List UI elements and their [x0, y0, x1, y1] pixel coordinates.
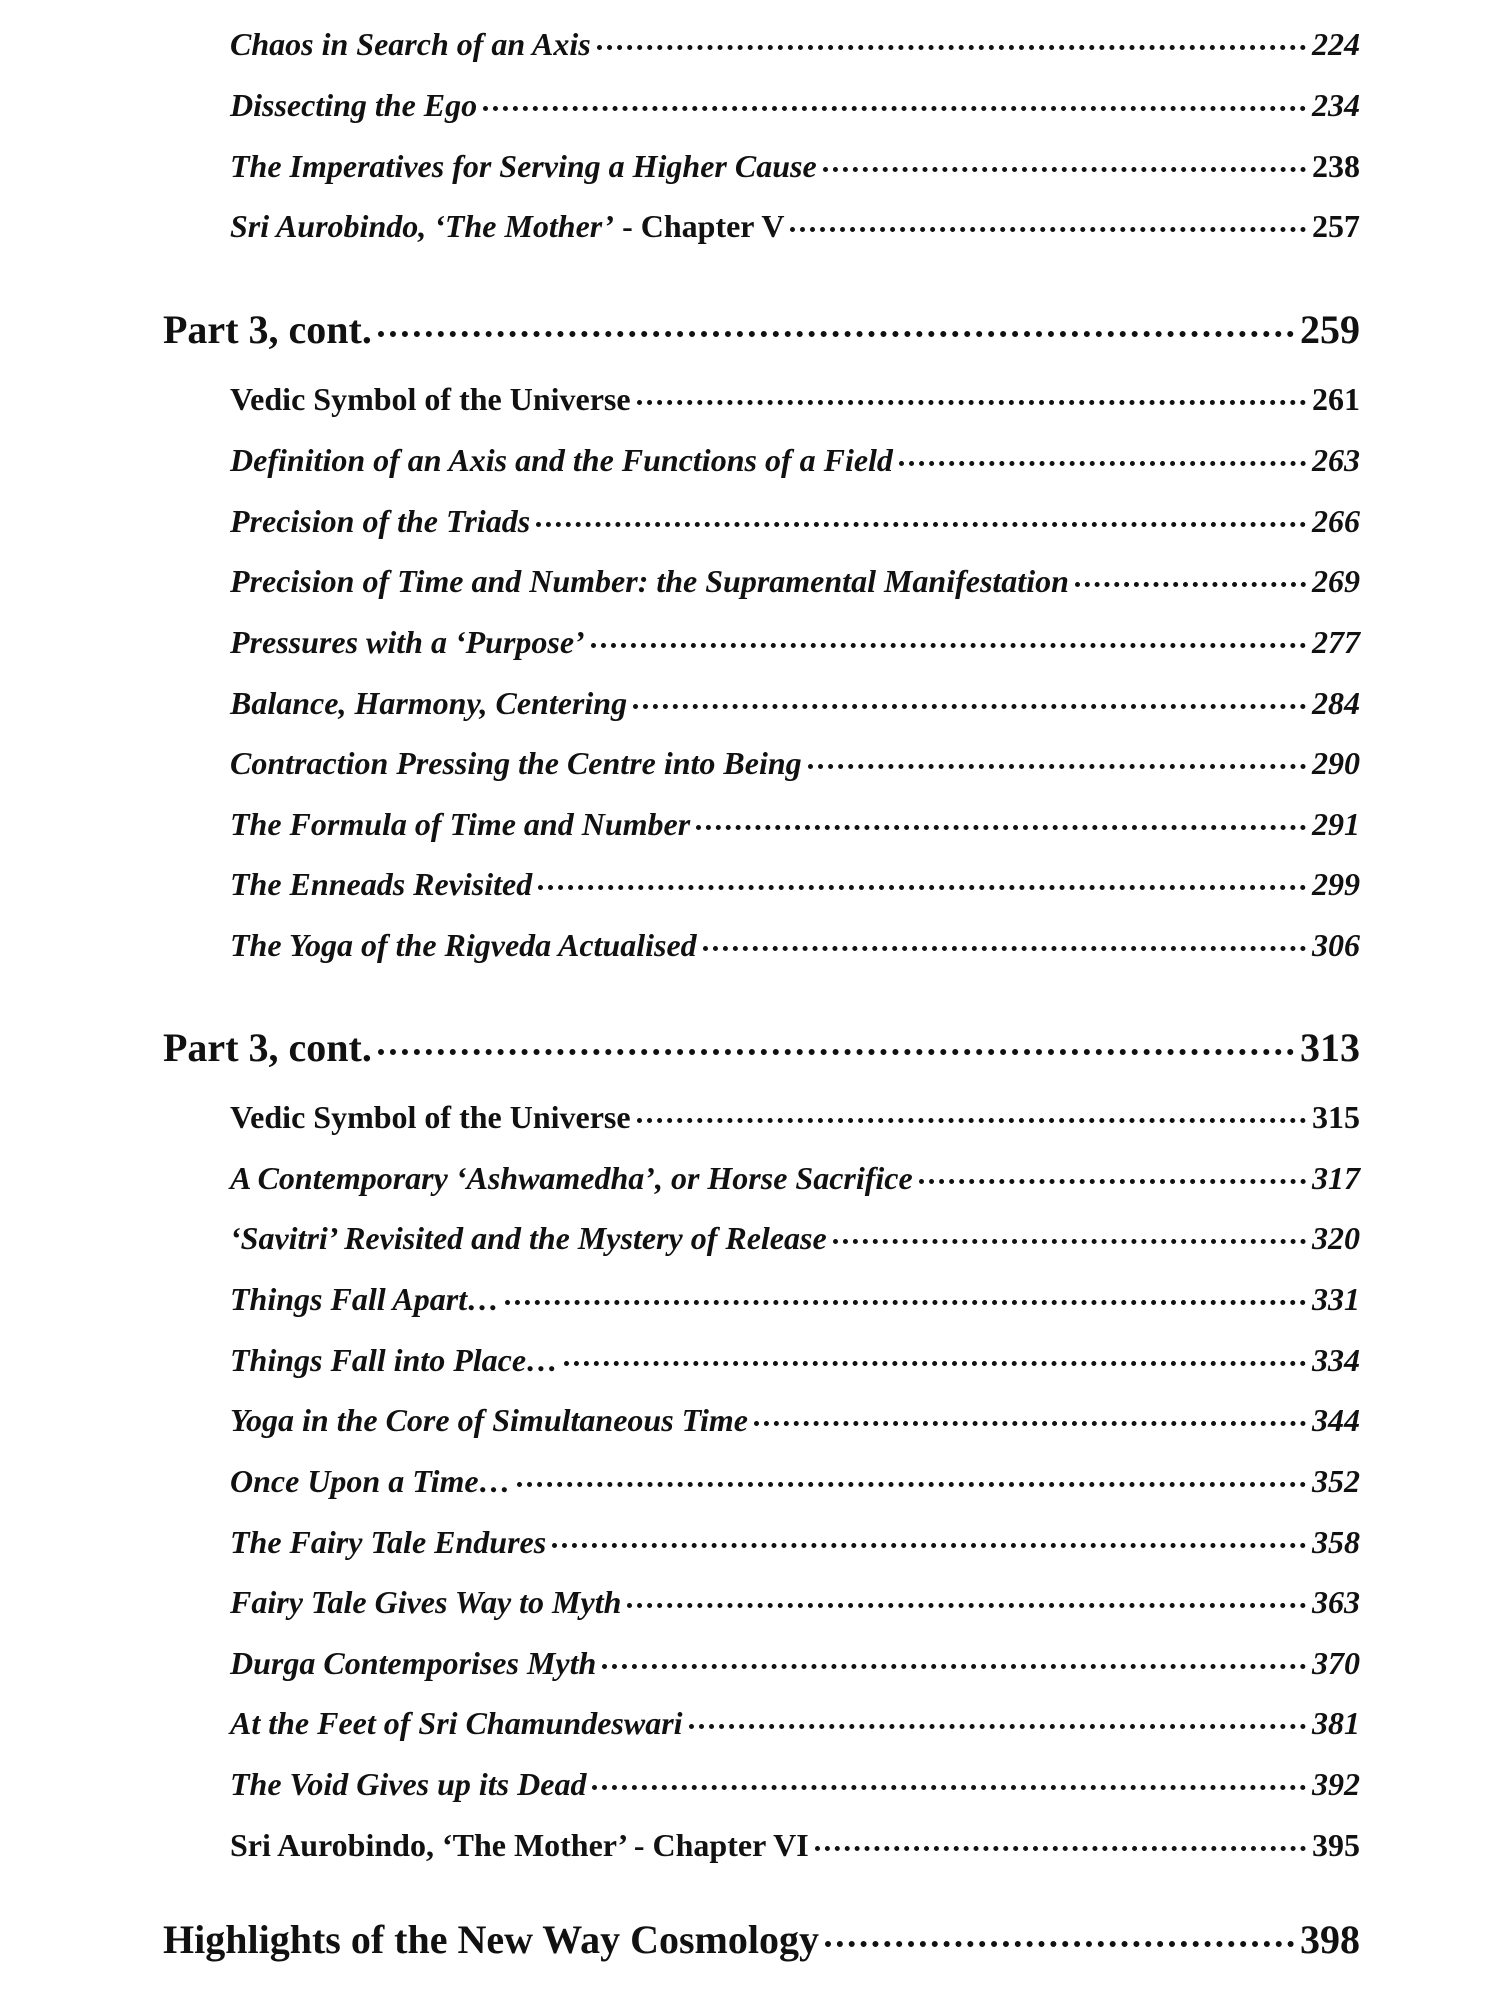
dot-leader	[552, 1543, 1306, 1548]
toc-entry-page: 381	[1312, 1705, 1360, 1741]
toc-entry[interactable]	[230, 745, 1360, 782]
toc-entry-page: 269	[1312, 563, 1360, 599]
dot-leader	[591, 643, 1306, 648]
toc-entry-title: Fairy Tale Gives Way to Myth	[230, 1584, 622, 1620]
dot-leader	[483, 106, 1306, 111]
toc-entry-title: The Imperatives for Serving a Higher Cause	[230, 148, 817, 184]
toc-entry-title: The Fairy Tale Endures	[230, 1524, 547, 1560]
toc-entry-title: Chaos in Search of an Axis	[230, 26, 591, 62]
dot-leader	[754, 1421, 1306, 1426]
dot-leader	[815, 1846, 1306, 1851]
toc-entry-page: 234	[1312, 87, 1360, 123]
toc-entry-page: 317	[1312, 1160, 1360, 1196]
toc-entry-title: ‘Savitri’ Revisited and the Mystery of Release	[230, 1220, 827, 1256]
toc-entry[interactable]	[230, 1281, 1360, 1318]
toc-entry-title: Vedic Symbol of the Universe	[230, 381, 631, 417]
toc-entry[interactable]	[230, 1645, 1360, 1682]
dot-leader	[536, 522, 1306, 527]
toc-entry-title: Yoga in the Core of Simultaneous Time	[230, 1402, 748, 1438]
dot-leader	[637, 400, 1306, 405]
section-heading-page: 259	[1300, 307, 1360, 352]
toc-entry-title: Things Fall Apart…	[230, 1281, 500, 1317]
toc-entry[interactable]	[230, 866, 1360, 903]
toc-entry-page: 363	[1312, 1584, 1360, 1620]
toc-entry-page: 306	[1312, 927, 1360, 963]
toc-entry-page: 392	[1312, 1766, 1360, 1802]
dot-leader	[637, 1118, 1306, 1123]
dot-leader	[833, 1239, 1306, 1244]
toc-entry-page: 358	[1312, 1524, 1360, 1560]
section-heading-title: Part 3, cont.	[163, 1025, 372, 1070]
toc-entry-title: Once Upon a Time…	[230, 1463, 511, 1499]
toc-entry-title-plain: - Chapter V	[614, 208, 785, 244]
dot-leader	[703, 946, 1306, 951]
dot-leader	[633, 704, 1306, 709]
toc-entry[interactable]	[230, 1524, 1360, 1561]
section-heading-page: 313	[1300, 1025, 1360, 1070]
toc-entry[interactable]	[230, 1099, 1360, 1136]
toc-entry-page: 277	[1312, 624, 1360, 660]
toc-entry-title: Vedic Symbol of the Universe	[230, 1099, 631, 1135]
toc-entry-title: Things Fall into Place…	[230, 1342, 559, 1378]
toc-entry-title: Durga Contemporises Myth	[230, 1645, 597, 1681]
toc-entry[interactable]	[230, 1220, 1360, 1257]
toc-entry[interactable]	[230, 87, 1360, 124]
toc-entry-page: 290	[1312, 745, 1360, 781]
toc-entry[interactable]	[230, 503, 1360, 540]
dot-leader	[790, 227, 1306, 232]
dot-leader	[825, 1941, 1294, 1947]
toc-entry-page: 331	[1312, 1281, 1360, 1317]
toc-entry-page: 238	[1312, 148, 1360, 184]
toc-entry-page: 284	[1312, 685, 1360, 721]
toc-entry-title: Balance, Harmony, Centering	[230, 685, 628, 721]
toc-entry[interactable]	[230, 381, 1360, 418]
toc-entry-page: 352	[1312, 1463, 1360, 1499]
toc-entry[interactable]	[230, 1766, 1360, 1803]
dot-leader	[597, 45, 1306, 50]
dot-leader	[538, 885, 1306, 890]
toc-entry-page: 224	[1312, 26, 1360, 62]
toc-entry-title: At the Feet of Sri Chamundeswari	[230, 1705, 683, 1741]
toc-entry[interactable]	[230, 26, 1360, 63]
toc-entry[interactable]	[230, 927, 1360, 964]
toc-entry-page: 263	[1312, 442, 1360, 478]
toc-entry-title: The Formula of Time and Number	[230, 806, 691, 842]
dot-leader	[823, 167, 1306, 172]
section-heading[interactable]	[163, 1916, 1360, 1963]
dot-leader	[517, 1482, 1306, 1487]
toc-entry-title: Dissecting the Ego	[230, 87, 478, 123]
dot-leader	[505, 1300, 1306, 1305]
toc-entry[interactable]	[230, 1705, 1360, 1742]
toc-entry-page: 370	[1312, 1645, 1360, 1681]
dot-leader	[899, 461, 1306, 466]
toc-entry[interactable]	[230, 1160, 1360, 1197]
toc-entry[interactable]	[230, 148, 1360, 185]
toc-entry-page: 344	[1312, 1402, 1360, 1438]
toc-entry-title: Precision of Time and Number: the Supramental Manifestation	[230, 563, 1069, 599]
dot-leader	[602, 1664, 1306, 1669]
toc-entry[interactable]	[230, 624, 1360, 661]
toc-entry[interactable]	[230, 1402, 1360, 1439]
toc-entry-title	[230, 208, 784, 245]
section-heading[interactable]	[163, 1024, 1360, 1071]
toc-entry[interactable]	[230, 1342, 1360, 1379]
toc-entry[interactable]	[230, 685, 1360, 722]
toc-entry-page: 315	[1312, 1099, 1360, 1135]
dot-leader	[627, 1603, 1306, 1608]
dot-leader	[378, 331, 1294, 337]
dot-leader	[689, 1724, 1306, 1729]
toc-entry[interactable]	[230, 208, 1360, 245]
toc-entry[interactable]	[230, 806, 1360, 843]
dot-leader	[808, 764, 1306, 769]
toc-entry-page: 257	[1312, 208, 1360, 244]
toc-entry-title: A Contemporary ‘Ashwamedha’, or Horse Sacrifice	[230, 1160, 913, 1196]
section-heading[interactable]	[163, 306, 1360, 353]
toc-entry[interactable]	[230, 563, 1360, 600]
toc-entry-title: Sri Aurobindo, ‘The Mother’ - Chapter VI	[230, 1827, 809, 1863]
toc-entry-page: 261	[1312, 381, 1360, 417]
toc-entry-page: 299	[1312, 866, 1360, 902]
toc-entry-title: The Yoga of the Rigveda Actualised	[230, 927, 697, 963]
toc-entry-page: 395	[1312, 1827, 1360, 1863]
toc-entry-title: Contraction Pressing the Centre into Being	[230, 745, 802, 781]
dot-leader	[564, 1361, 1306, 1366]
toc-entry-title-italic: Sri Aurobindo, ‘The Mother’	[230, 208, 615, 244]
toc-entry-page: 291	[1312, 806, 1360, 842]
section-heading-page: 398	[1300, 1917, 1360, 1962]
toc-entry[interactable]	[230, 1463, 1360, 1500]
dot-leader	[696, 825, 1306, 830]
toc-entry-title: The Void Gives up its Dead	[230, 1766, 587, 1802]
dot-leader	[1075, 582, 1306, 587]
section-heading-title: Highlights of the New Way Cosmology	[163, 1917, 819, 1962]
toc-entry-title: Pressures with a ‘Purpose’	[230, 624, 585, 660]
dot-leader	[919, 1179, 1306, 1184]
dot-leader	[592, 1785, 1306, 1790]
toc-entry[interactable]	[230, 442, 1360, 479]
toc-entry-page: 334	[1312, 1342, 1360, 1378]
toc-entry[interactable]	[230, 1584, 1360, 1621]
dot-leader	[378, 1049, 1294, 1055]
toc-entry-page: 320	[1312, 1220, 1360, 1256]
toc-entry-title: The Enneads Revisited	[230, 866, 533, 902]
toc-entry-title: Definition of an Axis and the Functions of a Field	[230, 442, 893, 478]
section-heading-title: Part 3, cont.	[163, 307, 372, 352]
toc-entry-title: Precision of the Triads	[230, 503, 531, 539]
toc-entry[interactable]	[230, 1827, 1360, 1864]
toc-entry-page: 266	[1312, 503, 1360, 539]
